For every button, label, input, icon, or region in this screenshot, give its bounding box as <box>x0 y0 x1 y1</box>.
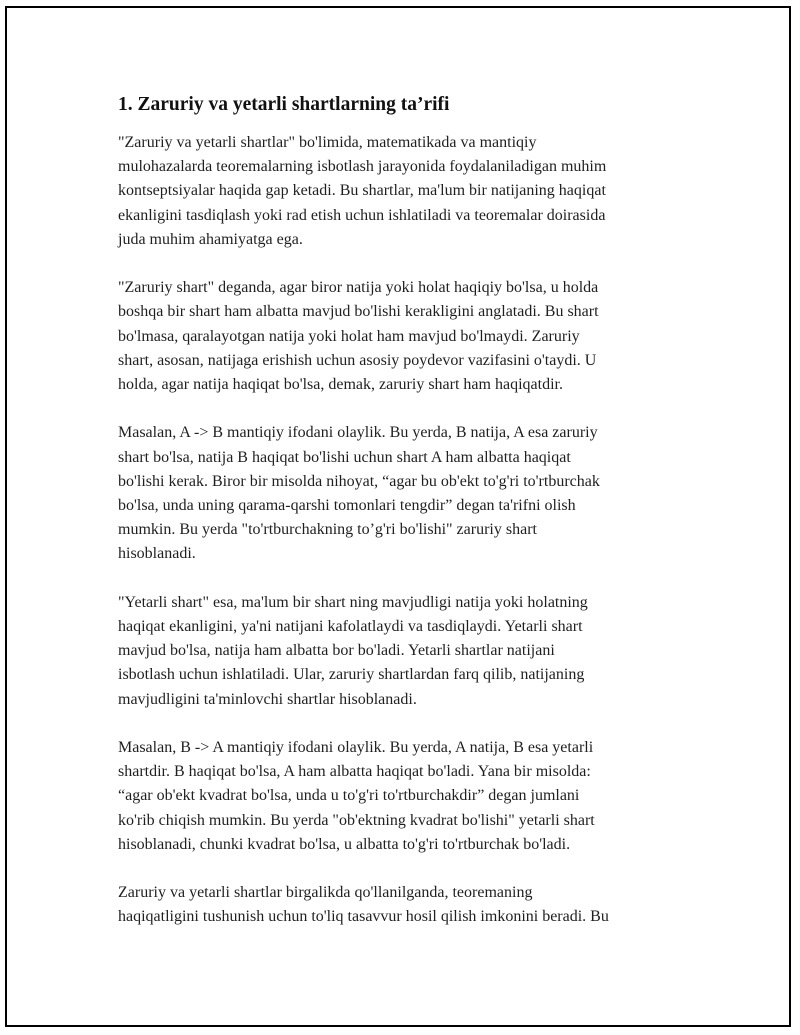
text-line: "Yetarli shart" esa, ma'lum bir shart ning mavjudligi natija yoki holatning <box>118 593 588 611</box>
text-line: bo'lishi kerak. Biror bir misolda nihoyat, “agar bu ob'ekt to'g'ri to'rtburchak <box>118 472 600 490</box>
text-line: bo'lsa, unda uning qarama-qarshi tomonlari tengdir” degan ta'rifni olish <box>118 497 576 515</box>
text-line: shartdir. B haqiqat bo'lsa, A ham albatta haqiqat bo'ladi. Yana bir misolda: <box>118 763 591 781</box>
text-line: ekanligini tasdiqlash yoki rad etish uchun ishlatiladi va teoremalar doirasida <box>118 206 606 224</box>
text-line: “agar ob'ekt kvadrat bo'lsa, unda u to'g'ri to'rtburchakdir” degan jumlani <box>118 787 580 805</box>
text-line: mumkin. Bu yerda "to'rtburchakning to’g'ri bo'lishi" zaruriy shart <box>118 521 537 539</box>
text-line: mavjudligini ta'minlovchi shartlar hisoblanadi. <box>118 690 417 708</box>
paragraph <box>118 591 690 712</box>
text-line: kontseptsiyalar haqida gap ketadi. Bu shartlar, ma'lum bir natijaning haqiqat <box>118 182 606 200</box>
paragraph <box>118 881 690 929</box>
text-line: "Zaruriy shart" deganda, agar biror natija yoki holat haqiqiy bo'lsa, u holda <box>118 279 599 297</box>
text-line: haqiqatligini tushunish uchun to'liq tasavvur hosil qilish imkonini beradi. Bu <box>118 908 609 926</box>
text-line: ko'rib chiqish mumkin. Bu yerda "ob'ektning kvadrat bo'lishi" yetarli shart <box>118 811 595 829</box>
text-line: boshqa bir shart ham albatta mavjud bo'lishi kerakligini anglatadi. Bu shart <box>118 303 599 321</box>
text-line: hisoblanadi. <box>118 545 196 563</box>
text-line: shart bo'lsa, natija B haqiqat bo'lishi uchun shart A ham albatta haqiqat <box>118 448 571 466</box>
text-line: Zaruriy va yetarli shartlar birgalikda qo'llanilganda, teoremaning <box>118 884 533 902</box>
text-line: holda, agar natija haqiqat bo'lsa, demak, zaruriy shart ham haqiqatdir. <box>118 376 563 394</box>
text-line: bo'lmasa, qaralayotgan natija yoki holat ham mavjud bo'lmaydi. Zaruriy <box>118 327 580 345</box>
text-line: "Zaruriy va yetarli shartlar" bo'limida, matematikada va mantiqiy <box>118 134 537 151</box>
paragraph <box>118 421 690 566</box>
text-line: juda muhim ahamiyatga ega. <box>118 230 303 248</box>
text-line: mulohazalarda teoremalarning isbotlash jarayonida foydalaniladigan muhim <box>118 158 607 176</box>
paragraph <box>118 131 690 252</box>
paragraph <box>118 276 690 397</box>
document-body <box>118 92 690 954</box>
text-line: mavjud bo'lsa, natija ham albatta bor bo'ladi. Yetarli shartlar natijani <box>118 642 555 660</box>
section-heading: 1. Zaruriy va yetarli shartlarning ta’rifi <box>118 94 450 115</box>
text-line: haqiqat ekanligini, ya'ni natijani kafolatlaydi va tasdiqlaydi. Yetarli shart <box>118 618 583 636</box>
text-line: hisoblanadi, chunki kvadrat bo'lsa, u albatta to'g'ri to'rtburchak bo'ladi. <box>118 835 571 853</box>
paragraph <box>118 736 690 857</box>
text-line: isbotlash uchun ishlatiladi. Ular, zaruriy shartlardan farq qilib, natijaning <box>118 666 585 684</box>
text-line: Masalan, B -> A mantiqiy ifodani olaylik. Bu yerda, A natija, B esa yetarli <box>118 739 594 757</box>
text-line: Masalan, A -> B mantiqiy ifodani olaylik. Bu yerda, B natija, A esa zaruriy <box>118 424 598 442</box>
text-line: shart, asosan, natijaga erishish uchun asosiy poydevor vazifasini o'taydi. U <box>118 351 597 369</box>
